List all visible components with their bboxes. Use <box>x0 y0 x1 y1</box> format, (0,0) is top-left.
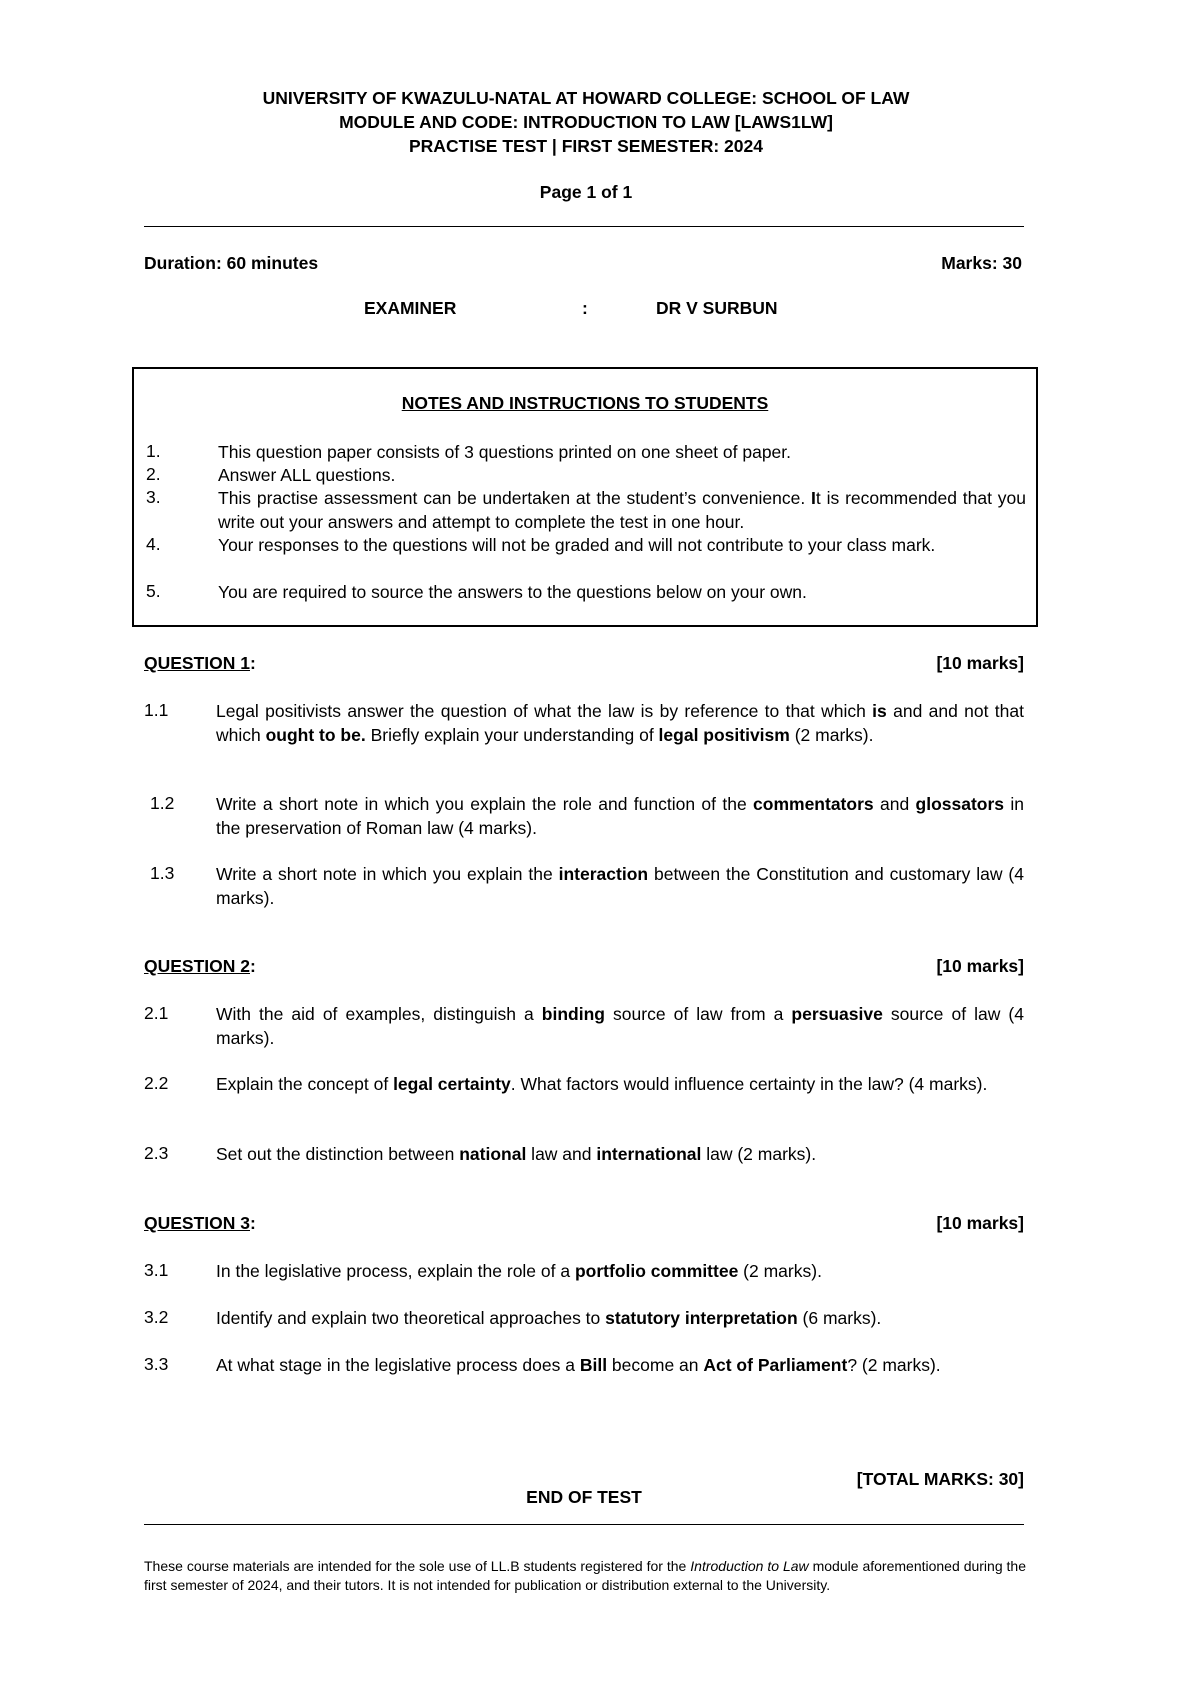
note-text: You are required to source the answers to the questions below on your own. <box>218 582 807 602</box>
footer-divider <box>144 1524 1024 1525</box>
item-number: 3.2 <box>144 1307 169 1327</box>
examiner-label: EXAMINER <box>364 298 457 318</box>
module-title: MODULE AND CODE: INTRODUCTION TO LAW [LAWS1LW] <box>339 112 833 132</box>
footer-disclaimer: These course materials are intended for the sole use of LL.B students registered for the Introduction to Law module aforementioned during the first semester of 2024, and their tutors. It is not intended for publication or distribution external to the University. <box>144 1558 1027 1593</box>
note-text: Your responses to the questions will not be graded and will not contribute to your class mark. <box>218 535 936 555</box>
item-text: Write a short note in which you explain the interaction between the Constitution and customary law (4 marks). <box>216 864 1024 908</box>
header-divider <box>144 226 1024 227</box>
university-title: UNIVERSITY OF KWAZULU-NATAL AT HOWARD COLLEGE: SCHOOL OF LAW <box>262 88 910 108</box>
item-number: 1.3 <box>150 863 175 883</box>
note-number: 4. <box>146 534 161 554</box>
note-text: Answer ALL questions. <box>218 465 396 485</box>
question-marks: [10 marks] <box>936 956 1024 976</box>
notes-title: NOTES AND INSTRUCTIONS TO STUDENTS <box>401 393 769 413</box>
question-heading: QUESTION 2: <box>144 956 256 976</box>
question-heading: QUESTION 1: <box>144 653 256 673</box>
item-text: Write a short note in which you explain the role and function of the commentators and glossators in the preservation of Roman law (4 marks). <box>216 794 1024 838</box>
note-number: 3. <box>146 487 161 507</box>
page-number: Page 1 of 1 <box>539 182 633 202</box>
note-number: 1. <box>146 441 161 461</box>
notes-box <box>132 367 1038 627</box>
item-text: Set out the distinction between national law and international law (2 marks). <box>216 1144 817 1164</box>
item-number: 1.1 <box>144 700 169 720</box>
question-heading: QUESTION 3: <box>144 1213 256 1233</box>
item-number: 2.1 <box>144 1003 169 1023</box>
item-text: At what stage in the legislative process does a Bill become an Act of Parliament? (2 marks). <box>216 1355 941 1375</box>
item-number: 2.3 <box>144 1143 169 1163</box>
total-marks: [TOTAL MARKS: 30] <box>856 1469 1024 1489</box>
note-text: This question paper consists of 3 questions printed on one sheet of paper. <box>218 442 792 462</box>
test-title: PRACTISE TEST | FIRST SEMESTER: 2024 <box>409 136 763 156</box>
item-number: 3.3 <box>144 1354 169 1374</box>
item-number: 3.1 <box>144 1260 169 1280</box>
item-text: With the aid of examples, distinguish a binding source of law from a persuasive source of law (4 marks). <box>216 1004 1024 1048</box>
item-text: Explain the concept of legal certainty. What factors would influence certainty in the law? (4 marks). <box>216 1074 988 1094</box>
note-number: 2. <box>146 464 161 484</box>
question-marks: [10 marks] <box>936 653 1024 673</box>
item-text: Identify and explain two theoretical approaches to statutory interpretation (6 marks). <box>216 1308 882 1328</box>
item-text: Legal positivists answer the question of what the law is by reference to that which is and and not that which ought to be. Briefly explain your understanding of legal positivism (2 marks). <box>216 701 1024 745</box>
marks-label: Marks: 30 <box>941 253 1022 273</box>
question-marks: [10 marks] <box>936 1213 1024 1233</box>
examiner-name: DR V SURBUN <box>656 298 778 318</box>
item-number: 2.2 <box>144 1073 169 1093</box>
note-number: 5. <box>146 581 161 601</box>
end-of-test: END OF TEST <box>526 1487 642 1507</box>
note-text: This practise assessment can be undertaken at the student’s convenience. It is recommended that you write out your answers and attempt to complete the test in one hour. <box>218 488 1026 532</box>
duration-label: Duration: 60 minutes <box>144 253 319 273</box>
examiner-separator: : <box>582 298 588 318</box>
item-number: 1.2 <box>150 793 175 813</box>
item-text: In the legislative process, explain the role of a portfolio committee (2 marks). <box>216 1261 822 1281</box>
